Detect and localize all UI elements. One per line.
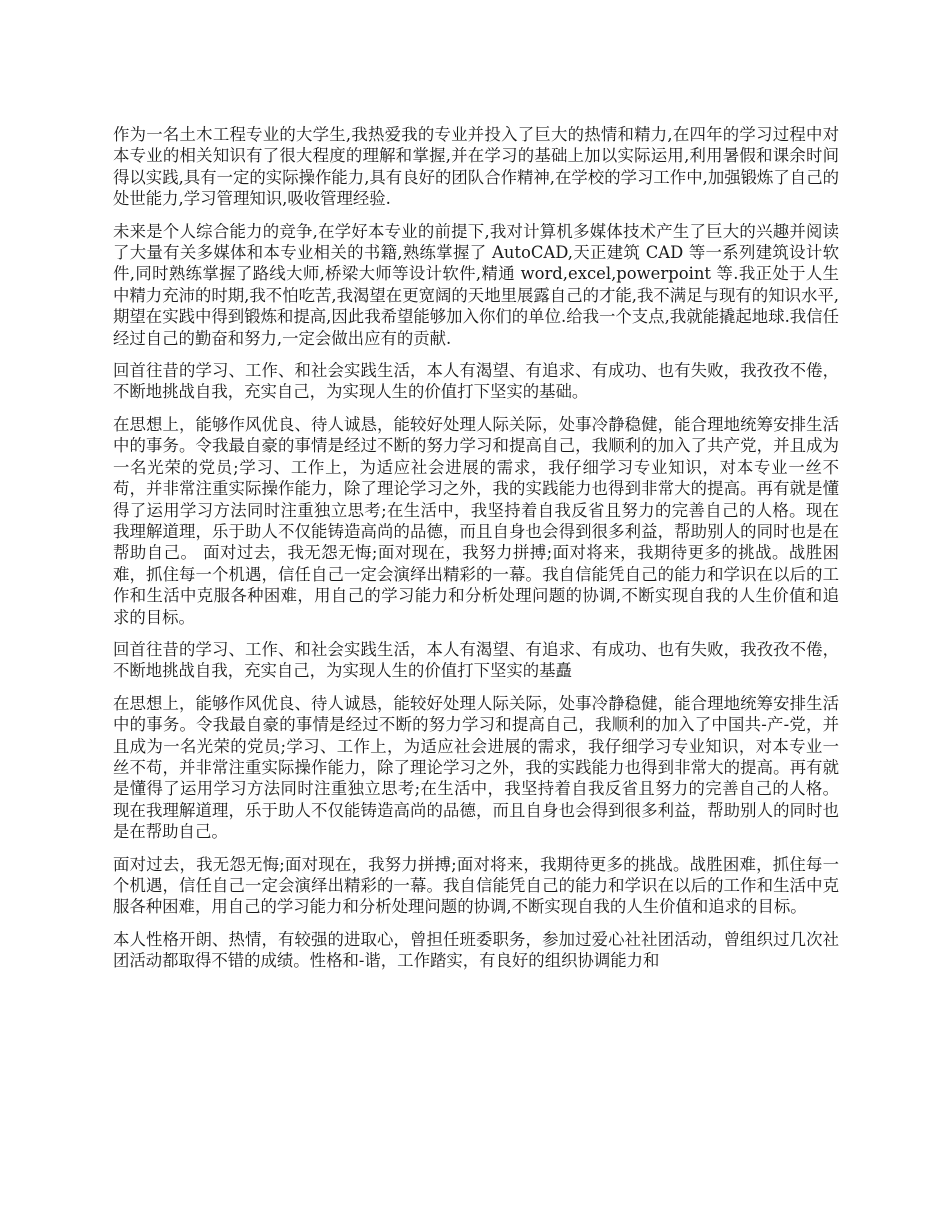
paragraph-looking-back: 回首往昔的学习、工作、和社会实践生活，本人有渴望、有追求、有成功、也有失败，我孜孜不倦，不断地挑战自我，充实自己，为实现人生的价值打下坚实的基础。 xyxy=(113,361,839,402)
paragraph-ideology-repeat: 在思想上，能够作风优良、待人诚恳，能较好处理人际关际，处事冷静稳健，能合理地统筹安排生活中的事务。令我最自豪的事情是经过不断的努力学习和提高自己，我顺利的加入了中国共-产-党，并且成为一名光荣的党员;学习、工作上，为适应社会进展的需求，我仔细学习专业知识，对本专业一丝不苟，并非常注重实际操作能力，除了理论学习之外，我的实践能力也得到非常大的提高。再有就是懂得了运用学习方法同时注重独立思考;在生活中，我坚持着自我反省且努力的完善自己的人格。现在我理解道理，乐于助人不仅能铸造高尚的品德，而且自身也会得到很多利益，帮助别人的同时也是在帮助自己。 xyxy=(113,693,839,842)
paragraph-looking-back-repeat: 回首往昔的学习、工作、和社会实践生活，本人有渴望、有追求、有成功、也有失败，我孜孜不倦，不断地挑战自我，充实自己，为实现人生的价值打下坚实的基矗 xyxy=(113,639,839,681)
paragraph-major-introduction: 作为一名土木工程专业的大学生,我热爱我的专业并投入了巨大的热情和精力,在四年的学习过程中对本专业的相关知识有了很大程度的理解和掌握,并在学习的基础上加以实际运用,利用暑假和课余时间得以实践,具有一定的实际操作能力,具有良好的团队合作精神,在学校的学习工作中,加强锻炼了自己的处世能力,学习管理知识,吸收管理经验. xyxy=(113,125,839,209)
paragraph-software-skills: 未来是个人综合能力的竞争,在学好本专业的前提下,我对计算机多媒体技术产生了巨大的兴趣并阅读了大量有关多媒体和本专业相关的书籍,熟练掌握了 AutoCAD,天正建筑 CAD 等一系列建筑设计软件,同时熟练掌握了路线大师,桥梁大师等设计软件,精通 word,excel,powerpoint 等.我正处于人生中精力充沛的时期,我不怕吃苦,我渴望在更宽阔的天地里展露自己的才能,我不满足与现有的知识水平,期望在实践中得到锻炼和提高,因此我希望能够加入你们的单位.给我一个支点,我就能撬起地球.我信任经过自己的勤奋和努力,一定会做出应有的贡献. xyxy=(113,221,839,348)
paragraph-personality: 本人性格开朗、热情，有较强的进取心，曾担任班委职务，参加过爱心社社团活动，曾组织过几次社团活动都取得不错的成绩。性格和-谐，工作踏实，有良好的组织协调能力和 xyxy=(113,929,839,971)
document-body xyxy=(113,124,839,983)
paragraph-facing-future: 面对过去，我无怨无悔;面对现在，我努力拼搏;面对将来，我期待更多的挑战。战胜困难，抓住每一个机遇，信任自己一定会演绎出精彩的一幕。我自信能凭自己的能力和学识在以后的工作和生活中克服各种困难，用自己的学习能力和分析处理问题的协调,不断实现自我的人生价值和追求的目标。 xyxy=(113,854,839,917)
paragraph-ideology: 在思想上，能够作风优良、待人诚恳，能较好处理人际关际，处事冷静稳健，能合理地统筹安排生活中的事务。令我最自豪的事情是经过不断的努力学习和提高自己，我顺利的加入了共产党，并且成为一名光荣的党员;学习、工作上，为适应社会进展的需求，我仔细学习专业知识，对本专业一丝不苟，并非常注重实际操作能力，除了理论学习之外，我的实践能力也得到非常大的提高。再有就是懂得了运用学习方法同时注重独立思考;在生活中，我坚持着自我反省且努力的完善自己的人格。现在我理解道理，乐于助人不仅能铸造高尚的品德，而且自身也会得到很多利益，帮助别人的同时也是在帮助自己。 面对过去，我无怨无悔;面对现在，我努力拼搏;面对将来，我期待更多的挑战。战胜困难，抓住每一个机遇，信任自己一定会演绎出精彩的一幕。我自信能凭自己的能力和学识在以后的工作和生活中克服各种困难，用自己的学习能力和分析处理问题的协调,不断实现自我的人生价值和追求的目标。 xyxy=(113,414,839,627)
